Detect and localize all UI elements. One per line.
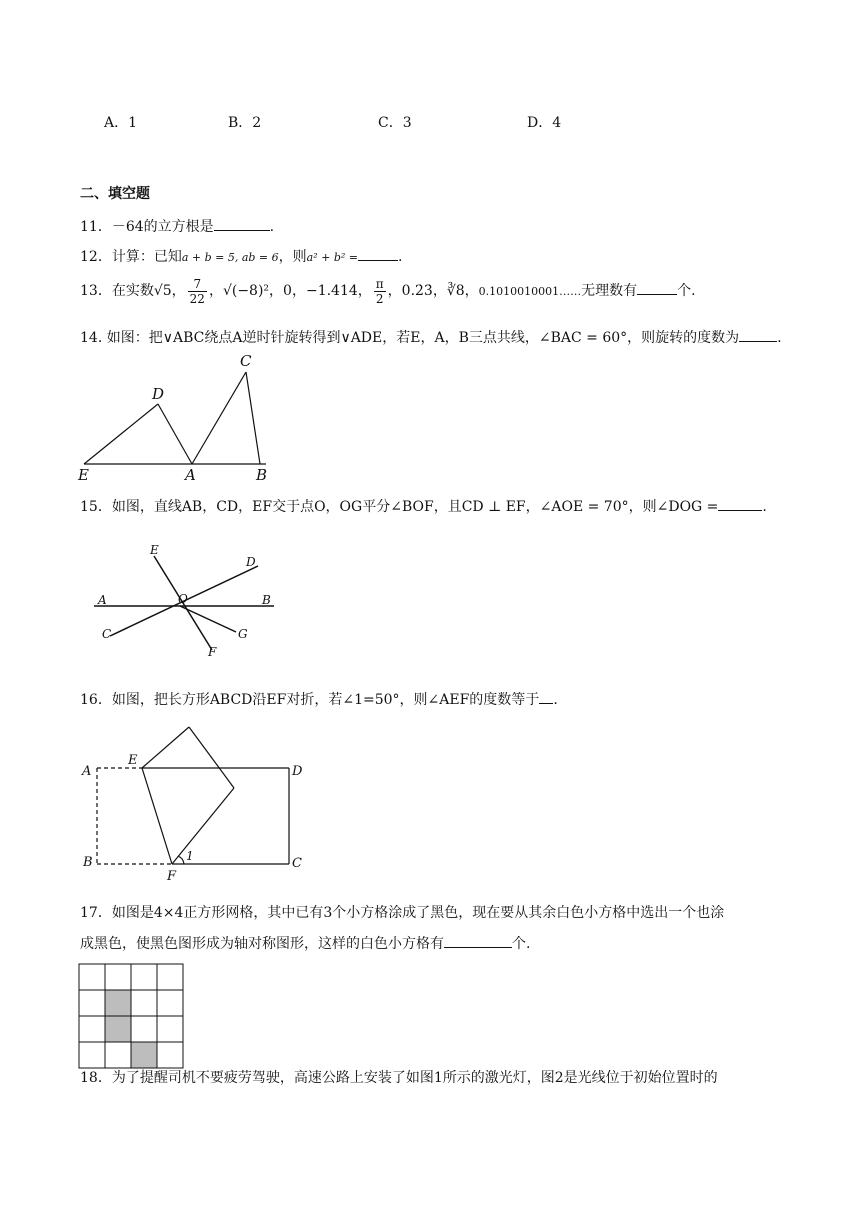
q14-segment-da [158, 404, 192, 464]
q14-segment-cb [246, 372, 260, 464]
grid-cell[interactable] [131, 990, 157, 1016]
question-17-line-2 [80, 933, 530, 954]
q16-text: 16．如图，把长方形ABCD沿EF对折，若∠1=50°，则∠AEF的度数等于 [80, 692, 540, 708]
option-d[interactable]: D．4 [527, 115, 562, 131]
grid-cell-shaded[interactable] [105, 1016, 131, 1042]
grid-cell[interactable] [131, 1016, 157, 1042]
q17-end: 个. [512, 936, 531, 952]
q16-fold-ef [142, 768, 172, 864]
grid-cell[interactable] [105, 1042, 131, 1068]
q14-label-e: E [78, 466, 89, 484]
question-15 [80, 496, 767, 517]
q15-ray-og [180, 606, 236, 632]
q15-end: . [762, 499, 767, 515]
q13-answer-blank[interactable] [637, 280, 677, 295]
q13-sqrt5: √5 [153, 283, 172, 299]
q15-label-g: G [238, 627, 248, 641]
grid-cell-shaded[interactable] [131, 1042, 157, 1068]
q12-answer-blank[interactable] [358, 246, 398, 261]
q14-end: . [777, 330, 782, 346]
grid-cell[interactable] [157, 1042, 183, 1068]
q14-segment-ed [84, 404, 158, 464]
grid-cell[interactable] [79, 1016, 105, 1042]
q13-fraction-7-22 [188, 277, 207, 306]
option-a[interactable]: A．1 [104, 115, 138, 131]
q14-label-b: B [256, 466, 268, 484]
q12-mid: ，则 [278, 249, 307, 265]
q16-label-e: E [128, 753, 138, 768]
question-11 [80, 216, 274, 237]
q13-neg1414: −1.414 [305, 283, 358, 299]
q14-figure [70, 350, 290, 485]
q17-text: 成黑色，使黑色图形成为轴对称图形，这样的白色小方格有 [80, 936, 444, 952]
q12-condition: a + b = 5, ab = 6 [181, 251, 279, 264]
q13-sequence: 0.1010010001…… [478, 285, 582, 298]
q15-label-a: A [98, 593, 107, 607]
q17-answer-blank[interactable] [444, 933, 512, 948]
q13-pi-den: 2 [375, 291, 384, 306]
q16-angle-1-arc [178, 856, 184, 864]
grid-cell[interactable] [157, 990, 183, 1016]
q15-label-e: E [150, 543, 159, 557]
option-c[interactable]: C．3 [378, 115, 412, 131]
q14-answer-blank[interactable] [739, 327, 777, 342]
q14-label-d: D [152, 385, 165, 403]
q13-frac-num: 7 [188, 277, 207, 292]
q14-label-a: A [185, 466, 196, 484]
grid-cell[interactable] [131, 964, 157, 990]
q11-answer-blank[interactable] [214, 216, 270, 231]
q14-label-c: C [240, 352, 252, 370]
grid-cell-shaded[interactable] [105, 990, 131, 1016]
q16-figure [78, 720, 318, 882]
grid-cell[interactable] [157, 964, 183, 990]
q15-label-d: D [246, 555, 256, 569]
q15-label-c: C [102, 627, 112, 641]
q15-text: 15．如图，直线AB，CD，EF交于点O，OG平分∠BOF，且CD ⊥ EF，∠AOE = 70°，则∠DOG = [80, 499, 719, 515]
q14-text: 14. 如图：把∨ABC绕点A逆时针旋转得到∨ADE，若E，A，B三点共线，∠BAC = 60°，则旋转的度数为 [80, 330, 740, 346]
q16-folded-edge-3 [172, 788, 234, 864]
q16-folded-edge-1 [142, 727, 189, 768]
question-16 [80, 689, 558, 710]
q14-segment-ac [192, 372, 246, 464]
q13-zero: 0 [283, 283, 292, 299]
q13-mid: 无理数有 [581, 283, 638, 299]
question-14 [80, 327, 782, 348]
q13-end: 个. [677, 283, 696, 299]
q13-fraction-pi-2 [374, 277, 386, 306]
q12-number: 12． [80, 249, 112, 265]
q13-pi-num: π [375, 276, 384, 291]
q17-grid [78, 963, 186, 1071]
question-18: 18．为了提醒司机不要疲劳驾驶，高速公路上安装了如图1所示的激光灯，图2是光线位于初始位置时的 [80, 1070, 718, 1086]
q13-sqrt-neg8: √(−8)² [222, 283, 270, 299]
q16-label-f: F [167, 869, 177, 882]
q13-cbrt8: ∛8 [446, 283, 465, 299]
q15-label-o: O [178, 592, 188, 606]
question-13: 13．在实数√5， $\frac{7}{22}$ ，√(−8)²，0，−1.414， $\frac{\pi}{2}$ ，0.2̇3̇，∛8，0.1010010001……无理数有 个. [80, 276, 696, 306]
q12-expression: a² + b² = [306, 251, 358, 264]
grid-cell[interactable] [79, 1042, 105, 1068]
q11-text: －64的立方根是 [111, 219, 214, 235]
q12-end: . [398, 249, 403, 265]
q11-number: 11． [80, 219, 112, 235]
q15-label-f: F [208, 645, 217, 659]
question-12 [80, 246, 402, 268]
q16-answer-blank[interactable] [539, 689, 553, 704]
q16-end: . [553, 692, 558, 708]
q11-end: . [269, 219, 275, 235]
q16-label-c: C [292, 856, 302, 871]
q13-pre: 在实数 [111, 283, 154, 299]
q16-folded-edge-2 [189, 727, 234, 788]
grid-cell[interactable] [105, 964, 131, 990]
option-b[interactable]: B．2 [228, 115, 262, 131]
q15-answer-blank[interactable] [718, 496, 762, 511]
q15-figure [90, 540, 290, 665]
q13-repeating: 0.2̇3̇ [401, 283, 433, 299]
section-title: 二、填空题 [80, 186, 150, 202]
grid-cell[interactable] [157, 1016, 183, 1042]
q12-pre: 计算：已知 [111, 249, 182, 265]
grid-cell[interactable] [79, 990, 105, 1016]
q13-number: 13． [80, 283, 112, 299]
q16-label-a: A [82, 764, 92, 779]
q16-label-d: D [292, 764, 303, 779]
q16-label-b: B [83, 855, 93, 870]
question-17-line-1: 17．如图是4×4正方形网格，其中已有3个小方格涂成了黑色，现在要从其余白色小方格中选出一个也涂 [80, 905, 725, 921]
q15-label-b: B [262, 593, 271, 607]
q16-label-angle-1: 1 [186, 849, 194, 863]
q13-frac-den: 22 [189, 291, 205, 306]
grid-cell[interactable] [79, 964, 105, 990]
